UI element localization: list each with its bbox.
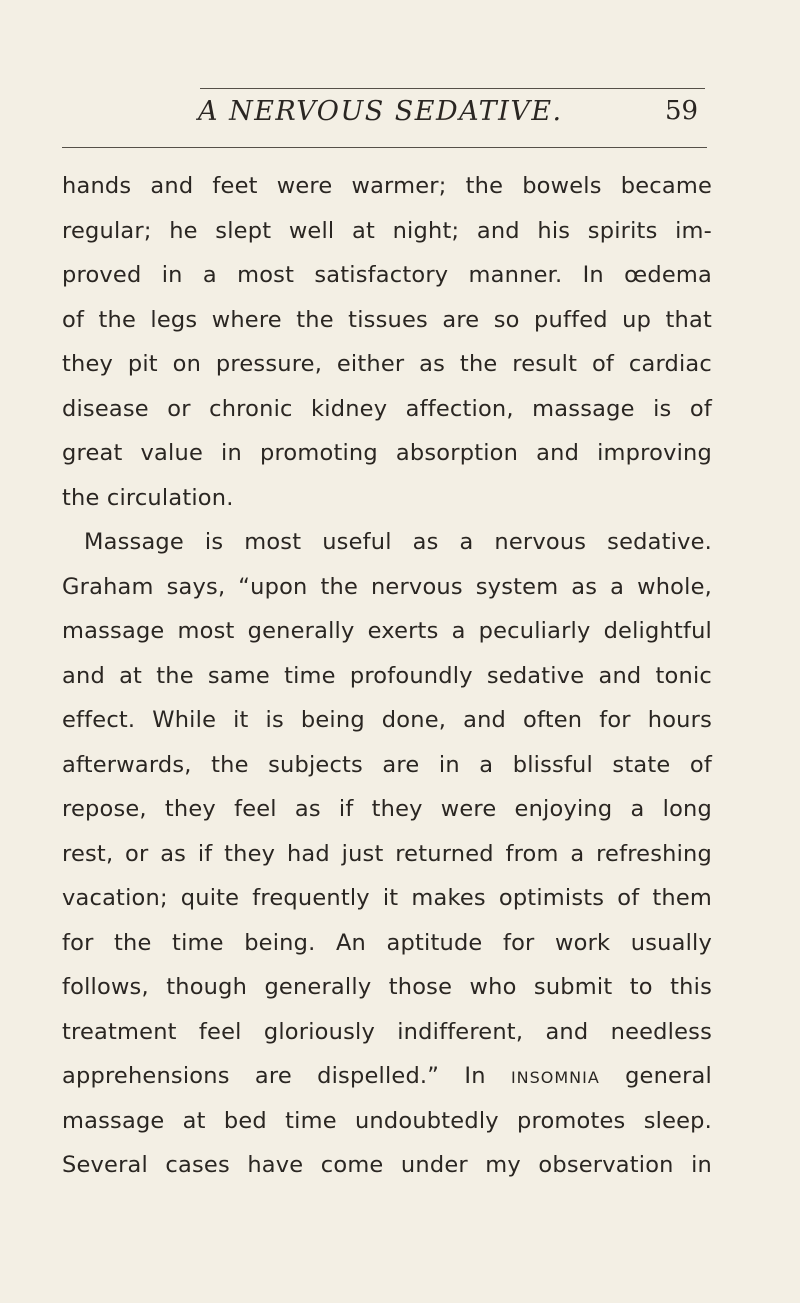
text-line: Several cases have come under my observation in xyxy=(62,1152,712,1178)
running-title: A NERVOUS SEDATIVE. xyxy=(198,96,563,127)
text-line: effect. While it is being done, and often for hours xyxy=(62,707,712,733)
text-line: regular; he slept well at night; and his spirits im- xyxy=(62,217,712,244)
text-line: massage most generally exerts a peculiarly delightful xyxy=(62,618,712,644)
text-line: follows, though generally those who submit to this xyxy=(62,974,712,1000)
text-line: rest, or as if they had just returned from a refreshing xyxy=(62,840,712,867)
text-line: disease or chronic kidney affection, massage is of xyxy=(62,395,712,422)
header-rule-top xyxy=(200,88,705,89)
text-line: afterwards, the subjects are in a blissful state of xyxy=(62,751,712,778)
text-line: massage at bed time undoubtedly promotes sleep. xyxy=(62,1107,712,1134)
text-line: repose, they feel as if they were enjoying a long xyxy=(62,796,712,822)
header-rule-bottom xyxy=(62,147,707,148)
text-line: proved in a most satisfactory manner. In œdema xyxy=(62,262,712,288)
text-line: the circulation. xyxy=(62,484,234,511)
text-line: they pit on pressure, either as the result of cardiac xyxy=(62,351,712,377)
text-line: and at the same time profoundly sedative and tonic xyxy=(62,662,712,689)
text-line: for the time being. An aptitude for work usually xyxy=(62,929,712,956)
text-segment: general xyxy=(625,1063,712,1089)
text-line: treatment feel gloriously indifferent, and needless xyxy=(62,1018,712,1045)
page-number: 59 xyxy=(665,96,699,126)
text-line: of the legs where the tissues are so puffed up that xyxy=(62,306,712,333)
text-line-with-small-caps xyxy=(62,1054,712,1099)
text-line: hands and feet were warmer; the bowels became xyxy=(62,173,712,199)
text-line: great value in promoting absorption and improving xyxy=(62,440,712,466)
text-line: vacation; quite frequently it makes optimists of them xyxy=(62,885,712,911)
text-line: Graham says, “upon the nervous system as a whole, xyxy=(62,573,712,600)
paragraph-start-line: Massage is most useful as a nervous sedative. xyxy=(84,529,712,555)
text-segment: apprehensions are dispelled.” In xyxy=(62,1063,486,1089)
body-text xyxy=(62,164,712,1188)
small-caps-term: insomnia xyxy=(510,1063,600,1089)
